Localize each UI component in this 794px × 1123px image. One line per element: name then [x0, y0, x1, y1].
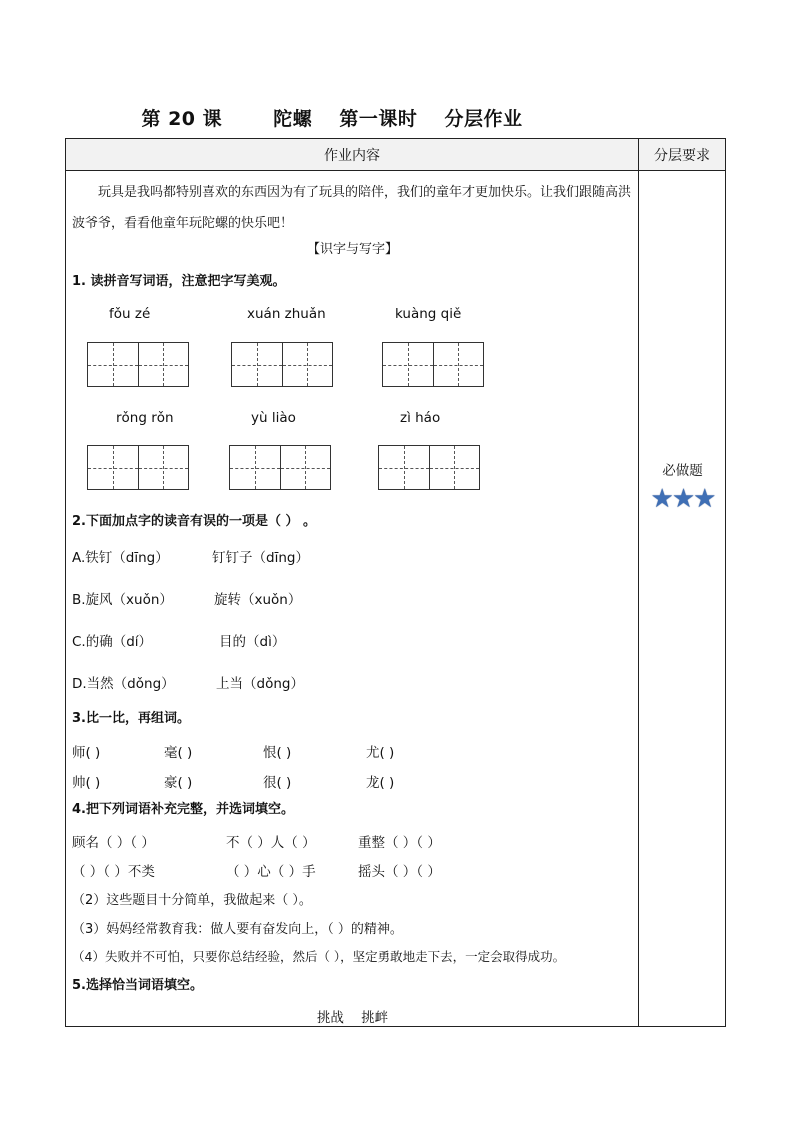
page-title: [0, 104, 794, 131]
q3-item: 恨( ): [263, 745, 292, 761]
q5-title: 5.选择恰当词语填空。: [72, 978, 203, 993]
writing-grid[interactable]: [87, 445, 189, 490]
q4-sentence-4: （4）失败并不可怕，只要你总结经验，然后（ ），坚定勇敢地走下去，一定会取得成功。: [72, 949, 566, 964]
intro-paragraph: 玩具是我吗都特别喜欢的东西因为有了玩具的陪伴，我们的童年才更加快乐。让我们跟随高洪波爷爷，看看他童年玩陀螺的快乐吧！: [72, 185, 632, 231]
q3-item: 很( ): [263, 775, 292, 791]
q4-idiom: 不（ ）人（ ）: [226, 835, 316, 851]
lesson-name: 陀螺: [273, 108, 313, 130]
q2-option-b-1: B.旋风（xuǒn）: [72, 592, 173, 608]
level-cell: [639, 171, 726, 1027]
q4-sentence-2: （2）这些题目十分简单，我做起来（ ）。: [72, 893, 312, 908]
q2-option-c-2: 目的（dì）: [219, 634, 286, 650]
writing-grid[interactable]: [378, 445, 480, 490]
q2-option-a-2: 钉钉子（dīng）: [212, 550, 309, 566]
lesson-period: 第一课时: [339, 108, 418, 130]
q4-sentence-3: （3）妈妈经常教育我：做人要有奋发向上，（ ）的精神。: [72, 922, 403, 937]
q3-item: 豪( ): [164, 775, 193, 791]
q4-idiom: （ ）（ ）不类: [72, 864, 155, 880]
writing-grid[interactable]: [382, 342, 484, 387]
q1-title: 1. 读拼音写词语，注意把字写美观。: [72, 274, 286, 289]
pinyin-6: zì háo: [400, 410, 441, 426]
q5-word-choices: 挑战 挑衅: [316, 1010, 389, 1026]
pinyin-1: fǒu zé: [109, 306, 151, 322]
q4-idiom: 重整（ ）（ ）: [358, 835, 441, 851]
q3-item: 尤( ): [366, 745, 395, 761]
pinyin-5: yù liào: [251, 410, 296, 426]
q3-item: 帅( ): [72, 775, 101, 791]
content-cell: [66, 171, 639, 1027]
q3-item: 师( ): [72, 745, 101, 761]
q4-title: 4.把下列词语补充完整，并选词填空。: [72, 802, 294, 817]
q2-option-d-2: 上当（dǒng）: [216, 676, 304, 692]
section-heading: 【识字与写字】: [306, 242, 398, 257]
q2-option-b-2: 旋转（xuǒn）: [214, 592, 302, 608]
lesson-number: 第 20 课: [141, 108, 223, 130]
q4-idiom: 摇头（ ）（ ）: [358, 864, 441, 880]
q2-option-a-1: A.铁钉（dīng）: [72, 550, 169, 566]
pinyin-3: kuàng qiě: [395, 306, 462, 322]
q4-idiom: 顾名（ ）（ ）: [72, 835, 155, 851]
writing-grid[interactable]: [231, 342, 333, 387]
header-level: 分层要求: [639, 139, 726, 171]
q3-title: 3.比一比，再组词。: [72, 711, 190, 726]
difficulty-stars-icon: ★★★: [650, 484, 715, 514]
q2-option-d-1: D.当然（dǒng）: [72, 676, 175, 692]
pinyin-4: rǒng rǒn: [116, 410, 174, 426]
homework-kind: 分层作业: [444, 108, 523, 130]
header-content: 作业内容: [66, 139, 639, 171]
writing-grid[interactable]: [229, 445, 331, 490]
q3-item: 龙( ): [366, 775, 395, 791]
homework-table: [65, 138, 726, 1027]
q2-option-c-1: C.的确（dí）: [72, 634, 153, 650]
pinyin-2: xuán zhuǎn: [247, 306, 326, 322]
q4-idiom: （ ）心（ ）手: [226, 864, 316, 880]
writing-grid[interactable]: [87, 342, 189, 387]
q3-item: 毫( ): [164, 745, 193, 761]
q2-title: 2.下面加点字的读音有误的一项是（ ） 。: [72, 514, 317, 529]
required-label: 必做题: [662, 463, 703, 479]
